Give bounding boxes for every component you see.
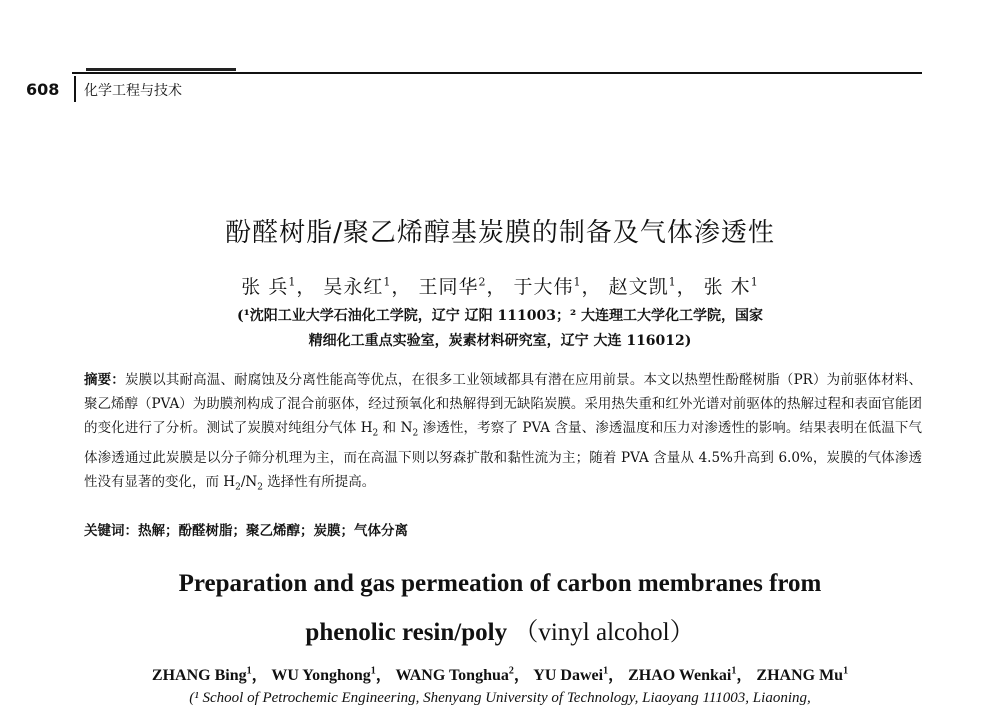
journal-name: 化学工程与技术 [84,83,182,99]
author-sup: 1 [573,275,582,289]
page-number: 608 [26,80,60,99]
author-sup: 1 [383,275,392,289]
affiliation-chinese-line1: (¹沈阳工业大学石油化工学院，辽宁 辽阳 111003；² 大连理工大学化工学院，国家 [237,308,763,324]
author-name: 于大伟 [513,276,574,298]
author-sup: 2 [478,275,487,289]
affiliation-chinese-line2: 精细化工重点实验室，炭素材料研究室，辽宁 大连 116012) [308,333,692,349]
author-name: 赵文凯 [608,276,669,298]
author-name: ZHAO Wenkai [628,667,732,684]
authors-english: ZHANG Bing$^1$， WU Yonghong$^1$， WANG Tonghua$^2$， YU Dawei$^1$， ZHAO Wenkai$^1$， ZHANG Mu$^1$ [151,665,849,684]
header-rule [72,72,922,74]
author-name: 张 木 [703,276,751,298]
author-name: ZHANG Bing [151,667,247,684]
author-name: YU Dawei [533,667,604,684]
header-divider [74,76,76,102]
title-english-line2: phenolic resin/poly （vinyl alcohol） [305,619,695,646]
author-name: 张 兵 [241,276,289,298]
title-chinese: 酚醛树脂/聚乙烯醇基炭膜的制备及气体渗透性 [225,218,775,248]
header-rule-accent [86,68,236,71]
keywords-text: 热解；酚醛树脂；聚乙烯醇；炭膜；气体分离 [138,523,408,539]
author-name: 吴永红 [323,276,384,298]
author-name: WANG Tonghua [395,667,509,684]
abstract-text: 炭膜以其耐高温、耐腐蚀及分离性能高等优点，在很多工业领域都具有潜在应用前景。本文以热塑性酚醛树脂（PR）为前驱体材料、聚乙烯醇（PVA）为助膜剂构成了混合前驱体，经过预氧化和热解得到无缺陷炭膜。采用热失重和红外光谱对前驱体的热解过程和表面官能团的变化进行了分析。测试了炭膜对纯组分气体 H [84,372,922,436]
authors-chinese: 张 兵$^1$， 吴永红$^1$， 王同华$^2$， 于大伟$^1$， 赵文凯$^1$， 张 木$^1$ [241,275,759,298]
author-sup: 1 [750,275,759,289]
author-sup: 1 [668,275,677,289]
keywords [84,519,922,539]
author-sup: 1 [288,275,297,289]
abstract: 摘要：炭膜以其耐高温、耐腐蚀及分离性能高等优点，在很多工业领域都具有潜在应用前景。本文以热塑性酚醛树脂（PR）为前驱体材料、聚乙烯醇（PVA）为助膜剂构成了混合前驱体，经过预氧化和热解得到无缺陷炭膜。采用热失重和红外光谱对前驱体的热解过程和表面官能团的变化进行了分析。测试了炭膜对纯组分气体 $H_2$ 和 $N_2$ 渗透性，考察了 PVA 含量、渗透温度和压力对渗透性的影响。结果表明在低温下气体渗透通过此炭膜是以分子筛分机理为主，而在高温下则以努森扩散和黏性流为主；随着 PVA 含量从 4.5%升高到 6.0%，炭膜的气体渗透性没有显著的变化，而 $H_2/N_2$ 选择性有所提高。 [84,372,922,493]
author-name: ZHANG Mu [756,667,844,684]
abstract-label: 摘要： [84,372,125,388]
title-english-line1: Preparation and gas permeation of carbon membranes from [178,570,822,597]
keywords-label: 关键词： [84,523,138,539]
author-name: WU Yonghong [271,667,371,684]
author-name: 王同华 [418,276,479,298]
affiliation-english: (¹ School of Petrochemic Engineering, Shenyang University of Technology, Liaoyang 111003, Liaoning, [189,690,811,706]
